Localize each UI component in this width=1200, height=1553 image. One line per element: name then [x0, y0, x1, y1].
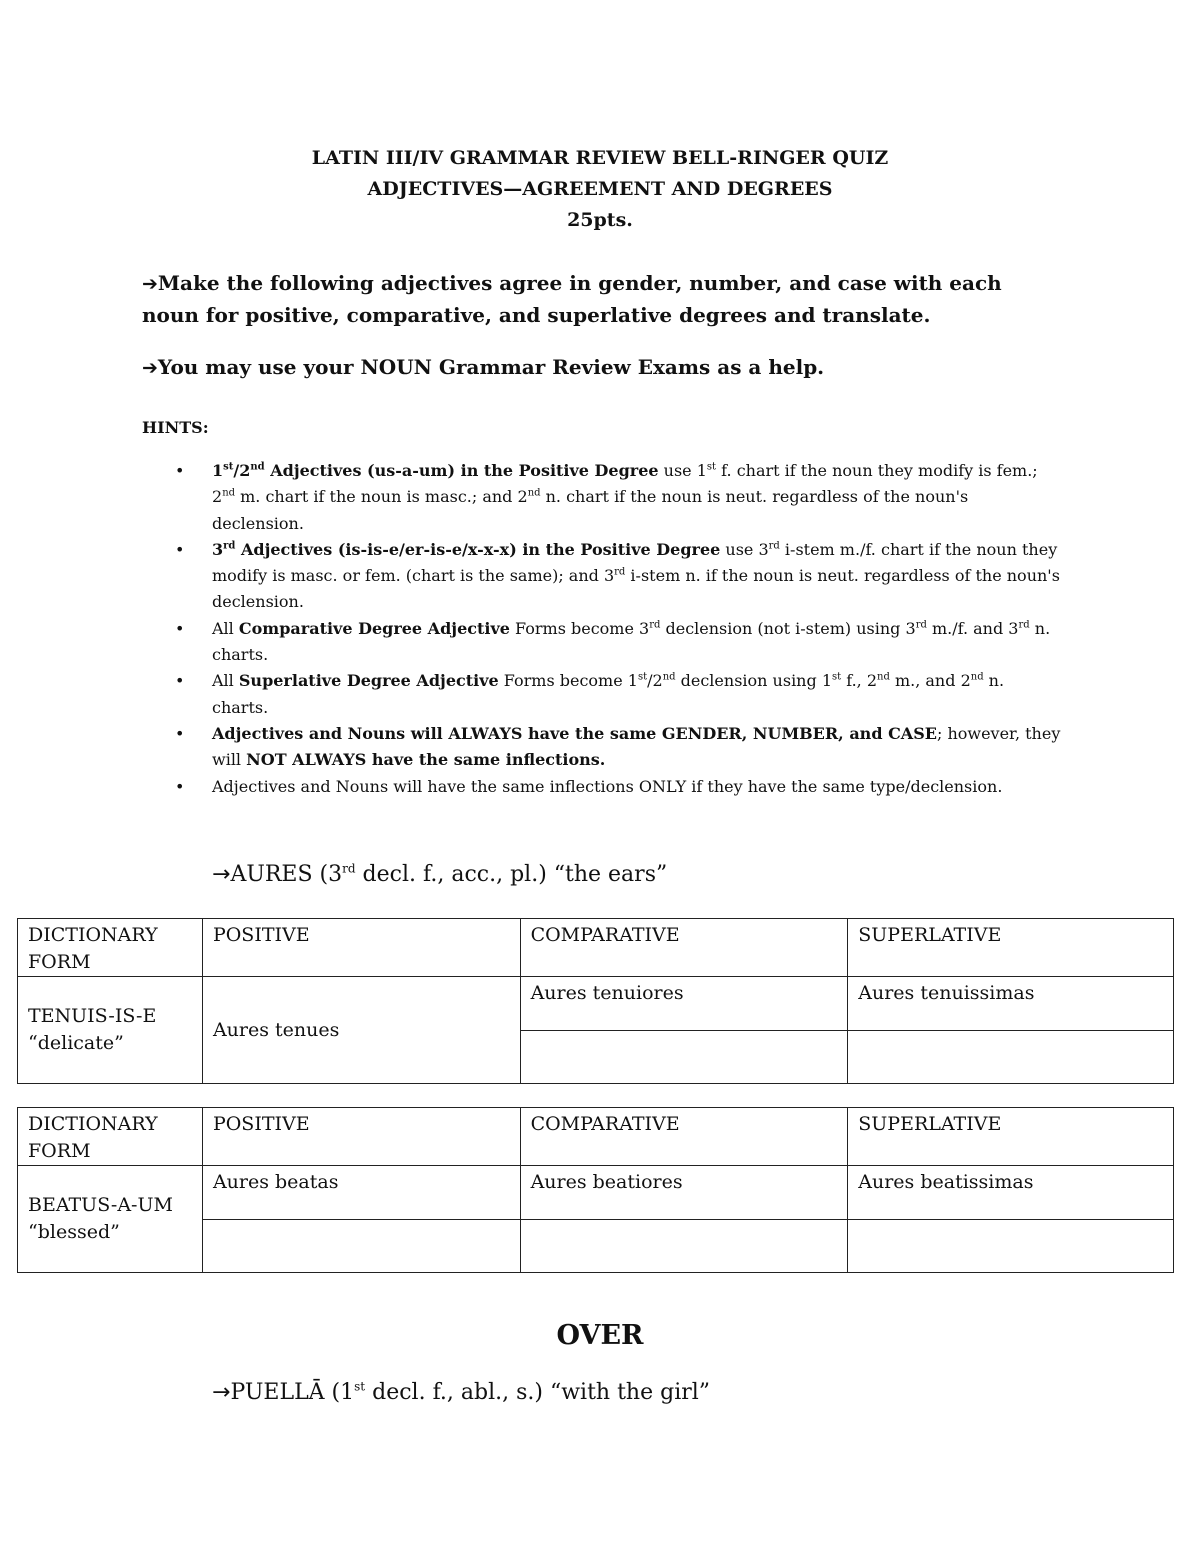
header-comparative: COMPARATIVE: [520, 919, 848, 977]
header-dictionary-form: DICTIONARY FORM: [18, 1108, 203, 1166]
right-arrow-icon: →: [212, 862, 231, 887]
hint-item: • Adjectives and Nouns will have the same inflections ONLY if they have the same type/declension.: [212, 774, 1062, 800]
positive-cell: Aures tenues: [202, 977, 520, 1084]
dictionary-word: TENUIS-IS-E: [28, 1005, 157, 1027]
dictionary-meaning: “delicate”: [28, 1032, 124, 1054]
header-positive: POSITIVE: [202, 1108, 520, 1166]
hint-item: • All Comparative Degree Adjective Forms become 3rd declension (not i-stem) using 3rd m./f. and 3rd n. charts.: [212, 616, 1062, 669]
hints-label: HINTS:: [142, 418, 209, 437]
hint-item: • All Superlative Degree Adjective Forms become 1st/2nd declension using 1st f., 2nd m., and 2nd n. charts.: [212, 668, 1062, 721]
superlative-cell: Aures tenuissimas: [848, 977, 1174, 1031]
comparative-translation-cell: [520, 1220, 848, 1273]
instruction-1: ➔Make the following adjectives agree in gender, number, and case with each noun for positive, comparative, and superlative degrees and translate.: [142, 271, 1002, 327]
bullet-icon: •: [175, 539, 185, 559]
bullet-icon: •: [175, 618, 185, 638]
comparative-translation-cell: [520, 1031, 848, 1084]
header-positive: POSITIVE: [202, 919, 520, 977]
dictionary-word: BEATUS-A-UM: [28, 1194, 173, 1216]
dictionary-form-cell: [18, 977, 203, 1084]
header-superlative: SUPERLATIVE: [848, 1108, 1174, 1166]
bold-right-arrow-icon: ➔: [142, 273, 158, 295]
superlative-translation-cell: [848, 1220, 1174, 1273]
table-row: [18, 1166, 1174, 1220]
adjective-table: [17, 918, 1174, 1084]
comparative-cell: Aures tenuiores: [520, 977, 848, 1031]
superlative-translation-cell: [848, 1031, 1174, 1084]
header-superlative: SUPERLATIVE: [848, 919, 1174, 977]
title-block: [0, 143, 1200, 236]
table-header-row: [18, 919, 1174, 977]
positive-translation-cell: [202, 1220, 520, 1273]
bullet-icon: •: [175, 776, 185, 796]
comparative-cell: Aures beatiores: [520, 1166, 848, 1220]
hint-item: • Adjectives and Nouns will ALWAYS have the same GENDER, NUMBER, and CASE; however, they will NOT ALWAYS have the same inflections.: [212, 721, 1062, 774]
adjective-table: [17, 1107, 1174, 1273]
dictionary-form-cell: [18, 1166, 203, 1273]
instruction-2: ➔You may use your NOUN Grammar Review Exams as a help.: [142, 355, 825, 379]
hint-item: • 1st/2nd Adjectives (us-a-um) in the Positive Degree use 1st f. chart if the noun they modify is fem.; 2nd m. chart if the noun is masc.; and 2nd n. chart if the noun is neut. regardless of the noun's declension.: [212, 458, 1062, 537]
noun-heading: →PUELLĀ (1st decl. f., abl., s.) “with the girl”: [212, 1379, 711, 1405]
over-label: OVER: [556, 1320, 644, 1351]
hint-item: • 3rd Adjectives (is-is-e/er-is-e/x-x-x) in the Positive Degree use 3rd i-stem m./f. chart if the noun they modify is masc. or fem. (chart is the same); and 3rd i-stem n. if the noun is neut. regardless of the noun's declension.: [212, 537, 1062, 616]
table-header-row: [18, 1108, 1174, 1166]
noun-heading: →AURES (3rd decl. f., acc., pl.) “the ears”: [212, 861, 668, 887]
bullet-icon: •: [175, 671, 185, 691]
right-arrow-icon: →: [212, 1380, 231, 1405]
quiz-points: 25pts.: [567, 209, 633, 231]
quiz-title: LATIN III/IV GRAMMAR REVIEW BELL-RINGER QUIZ: [311, 147, 889, 169]
header-dictionary-form: DICTIONARY FORM: [18, 919, 203, 977]
quiz-subtitle: ADJECTIVES—AGREEMENT AND DEGREES: [367, 178, 833, 200]
dictionary-meaning: “blessed”: [28, 1221, 120, 1243]
header-comparative: COMPARATIVE: [520, 1108, 848, 1166]
table-row: [18, 977, 1174, 1031]
bold-right-arrow-icon: ➔: [142, 357, 158, 379]
bullet-icon: •: [175, 461, 185, 480]
bullet-icon: •: [175, 723, 185, 743]
hints-list: [175, 458, 1062, 800]
positive-cell: Aures beatas: [202, 1166, 520, 1220]
superlative-cell: Aures beatissimas: [848, 1166, 1174, 1220]
